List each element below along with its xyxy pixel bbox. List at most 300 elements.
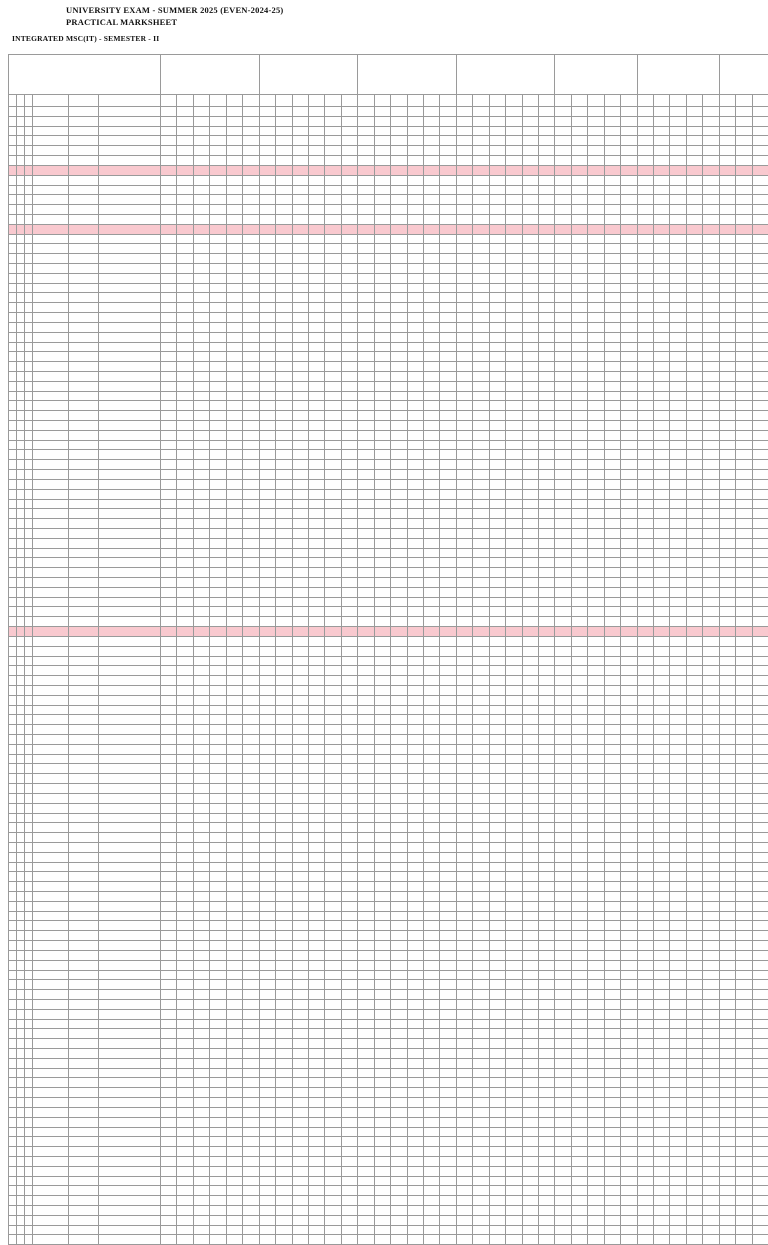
marks-cell — [210, 578, 226, 588]
marks-cell — [292, 175, 308, 185]
marks-cell — [538, 1137, 554, 1147]
marks-cell — [703, 842, 719, 852]
marks-cell — [473, 430, 489, 440]
marks-cell — [391, 205, 407, 215]
marks-cell — [325, 1049, 341, 1059]
marks-cell — [9, 538, 17, 548]
marks-cell — [654, 950, 670, 960]
marks-cell — [637, 1196, 653, 1206]
marks-cell — [276, 224, 292, 234]
marks-cell — [473, 892, 489, 902]
marks-cell — [210, 205, 226, 215]
marks-cell — [703, 607, 719, 617]
marks-cell — [538, 784, 554, 794]
marks-cell — [604, 175, 620, 185]
column-header — [243, 95, 259, 107]
marks-cell — [210, 695, 226, 705]
marks-cell — [193, 214, 209, 224]
marks-cell — [538, 941, 554, 951]
marks-cell — [25, 460, 33, 470]
marks-cell — [571, 371, 587, 381]
marks-cell — [555, 705, 571, 715]
marks-cell — [522, 234, 538, 244]
marks-cell — [391, 695, 407, 705]
marks-cell — [703, 165, 719, 175]
marks-cell — [9, 283, 17, 293]
marks-cell — [423, 1098, 439, 1108]
marks-cell — [391, 224, 407, 234]
marks-cell — [604, 499, 620, 509]
marks-cell — [654, 578, 670, 588]
marks-cell — [276, 195, 292, 205]
marks-cell — [325, 165, 341, 175]
student-row — [9, 450, 768, 460]
marks-cell — [440, 165, 456, 175]
marks-cell — [456, 1186, 472, 1196]
marks-cell — [17, 941, 25, 951]
marks-cell — [489, 175, 505, 185]
marks-cell — [292, 597, 308, 607]
marks-cell — [538, 185, 554, 195]
marks-cell — [571, 234, 587, 244]
marks-cell — [9, 823, 17, 833]
marks-cell — [703, 1166, 719, 1176]
sheet-title: PRACTICAL MARKSHEET — [66, 17, 177, 27]
marks-cell — [555, 460, 571, 470]
marks-cell — [719, 411, 735, 421]
marks-cell — [177, 185, 193, 195]
marks-cell — [243, 195, 259, 205]
marks-cell — [9, 666, 17, 676]
marks-cell — [654, 597, 670, 607]
marks-cell — [325, 175, 341, 185]
marks-cell — [719, 224, 735, 234]
marks-cell — [538, 264, 554, 274]
marks-cell — [489, 960, 505, 970]
student-row — [9, 1186, 768, 1196]
marks-cell — [654, 126, 670, 136]
marks-cell — [308, 244, 324, 254]
marks-cell — [292, 1078, 308, 1088]
marks-cell — [621, 234, 637, 244]
marks-cell — [259, 391, 275, 401]
marks-cell — [703, 803, 719, 813]
marks-cell — [325, 1009, 341, 1019]
marks-cell — [99, 421, 161, 431]
marks-cell — [686, 685, 702, 695]
marks-cell — [226, 735, 242, 745]
marks-cell — [522, 342, 538, 352]
marks-cell — [193, 1117, 209, 1127]
marks-cell — [193, 597, 209, 607]
marks-cell — [292, 842, 308, 852]
marks-cell — [210, 1058, 226, 1068]
marks-cell — [69, 391, 99, 401]
marks-cell — [407, 931, 423, 941]
marks-cell — [276, 489, 292, 499]
marks-cell — [308, 1156, 324, 1166]
marks-cell — [259, 362, 275, 372]
marks-cell — [25, 784, 33, 794]
marks-cell — [210, 1098, 226, 1108]
marks-cell — [193, 999, 209, 1009]
marks-cell — [210, 1137, 226, 1147]
marks-cell — [440, 705, 456, 715]
marks-cell — [99, 313, 161, 323]
marks-cell — [670, 715, 686, 725]
marks-cell — [571, 1176, 587, 1186]
marks-cell — [243, 283, 259, 293]
marks-cell — [555, 1156, 571, 1166]
marks-cell — [440, 381, 456, 391]
marks-cell — [571, 715, 587, 725]
marks-cell — [621, 1176, 637, 1186]
marks-cell — [17, 901, 25, 911]
marks-cell — [654, 941, 670, 951]
student-row — [9, 332, 768, 342]
marks-cell — [736, 1088, 752, 1098]
marks-cell — [292, 1058, 308, 1068]
marks-cell — [325, 578, 341, 588]
marks-cell — [407, 185, 423, 195]
marks-cell — [391, 852, 407, 862]
marks-cell — [325, 156, 341, 166]
marks-cell — [538, 362, 554, 372]
marks-cell — [259, 646, 275, 656]
marks-cell — [259, 450, 275, 460]
marks-cell — [292, 421, 308, 431]
marks-cell — [308, 587, 324, 597]
marks-cell — [423, 705, 439, 715]
marks-cell — [276, 264, 292, 274]
marks-cell — [25, 872, 33, 882]
marks-cell — [17, 921, 25, 931]
marks-cell — [703, 264, 719, 274]
marks-cell — [9, 1029, 17, 1039]
marks-cell — [522, 313, 538, 323]
student-row — [9, 470, 768, 480]
marks-cell — [670, 656, 686, 666]
marks-cell — [292, 1127, 308, 1137]
marks-cell — [555, 1088, 571, 1098]
marks-cell — [423, 862, 439, 872]
marks-cell — [588, 479, 604, 489]
marks-cell — [69, 371, 99, 381]
marks-cell — [69, 656, 99, 666]
marks-cell — [489, 578, 505, 588]
marks-cell — [161, 931, 177, 941]
marks-cell — [588, 842, 604, 852]
column-header — [210, 95, 226, 107]
marks-cell — [456, 411, 472, 421]
marks-cell — [259, 538, 275, 548]
marks-cell — [17, 676, 25, 686]
marks-cell — [325, 509, 341, 519]
marks-cell — [588, 764, 604, 774]
marks-cell — [407, 901, 423, 911]
marks-cell — [654, 980, 670, 990]
marks-cell — [193, 460, 209, 470]
marks-cell — [358, 627, 374, 637]
marks-cell — [538, 165, 554, 175]
marks-cell — [670, 999, 686, 1009]
marks-cell — [243, 293, 259, 303]
marks-cell — [736, 126, 752, 136]
marks-cell — [703, 587, 719, 597]
marks-cell — [736, 872, 752, 882]
marks-cell — [210, 872, 226, 882]
marks-cell — [588, 411, 604, 421]
marks-cell — [17, 352, 25, 362]
marks-cell — [588, 587, 604, 597]
marks-cell — [489, 872, 505, 882]
marks-cell — [99, 754, 161, 764]
marks-cell — [308, 656, 324, 666]
marks-cell — [571, 264, 587, 274]
marks-cell — [407, 205, 423, 215]
marks-cell — [703, 1068, 719, 1078]
marks-cell — [538, 391, 554, 401]
marks-cell — [341, 224, 357, 234]
marks-cell — [407, 842, 423, 852]
marks-cell — [374, 332, 390, 342]
student-row — [9, 587, 768, 597]
marks-cell — [506, 1009, 522, 1019]
marks-cell — [99, 941, 161, 951]
column-header — [193, 95, 209, 107]
marks-cell — [391, 548, 407, 558]
marks-cell — [292, 450, 308, 460]
marks-cell — [621, 597, 637, 607]
marks-cell — [637, 430, 653, 440]
marks-cell — [69, 411, 99, 421]
marks-cell — [489, 479, 505, 489]
marks-cell — [719, 911, 735, 921]
marks-cell — [308, 1039, 324, 1049]
marks-cell — [752, 921, 768, 931]
marks-cell — [637, 735, 653, 745]
marks-cell — [473, 381, 489, 391]
marks-cell — [276, 528, 292, 538]
marks-cell — [99, 1137, 161, 1147]
marks-cell — [341, 980, 357, 990]
marks-cell — [621, 617, 637, 627]
marks-cell — [456, 1137, 472, 1147]
marks-cell — [69, 931, 99, 941]
marks-cell — [555, 950, 571, 960]
marks-cell — [358, 656, 374, 666]
marks-cell — [292, 646, 308, 656]
marks-cell — [473, 332, 489, 342]
marks-cell — [456, 303, 472, 313]
marks-cell — [243, 450, 259, 460]
marks-cell — [588, 852, 604, 862]
marks-cell — [686, 568, 702, 578]
marks-cell — [210, 960, 226, 970]
marks-cell — [719, 470, 735, 480]
marks-cell — [440, 126, 456, 136]
marks-cell — [243, 823, 259, 833]
marks-cell — [604, 421, 620, 431]
marks-cell — [226, 460, 242, 470]
marks-cell — [440, 146, 456, 156]
marks-cell — [719, 1009, 735, 1019]
marks-cell — [259, 411, 275, 421]
marks-cell — [456, 342, 472, 352]
marks-cell — [161, 607, 177, 617]
marks-cell — [177, 401, 193, 411]
marks-cell — [506, 401, 522, 411]
marks-cell — [226, 293, 242, 303]
marks-cell — [161, 273, 177, 283]
marks-cell — [161, 1039, 177, 1049]
marks-cell — [177, 941, 193, 951]
marks-cell — [654, 901, 670, 911]
marks-cell — [391, 136, 407, 146]
marks-cell — [210, 254, 226, 264]
marks-cell — [736, 224, 752, 234]
marks-cell — [210, 990, 226, 1000]
marks-cell — [604, 401, 620, 411]
marks-cell — [358, 754, 374, 764]
student-info-header — [9, 55, 161, 95]
marks-cell — [571, 607, 587, 617]
marks-cell — [522, 656, 538, 666]
marks-cell — [489, 234, 505, 244]
marks-cell — [358, 244, 374, 254]
marks-cell — [440, 264, 456, 274]
marks-cell — [621, 1127, 637, 1137]
marks-cell — [736, 1176, 752, 1186]
marks-cell — [473, 803, 489, 813]
marks-cell — [621, 1156, 637, 1166]
marks-cell — [259, 313, 275, 323]
marks-cell — [670, 597, 686, 607]
marks-cell — [292, 1049, 308, 1059]
marks-cell — [210, 126, 226, 136]
marks-cell — [489, 165, 505, 175]
marks-cell — [588, 676, 604, 686]
marks-cell — [161, 126, 177, 136]
marks-cell — [670, 538, 686, 548]
marks-cell — [33, 1058, 69, 1068]
marks-cell — [571, 1137, 587, 1147]
marks-cell — [686, 116, 702, 126]
marks-cell — [686, 205, 702, 215]
marks-cell — [473, 1147, 489, 1157]
marks-cell — [440, 744, 456, 754]
marks-cell — [193, 146, 209, 156]
marks-cell — [686, 725, 702, 735]
marks-cell — [161, 882, 177, 892]
marks-cell — [654, 921, 670, 931]
marks-cell — [654, 234, 670, 244]
marks-cell — [177, 430, 193, 440]
marks-cell — [571, 735, 587, 745]
marks-cell — [374, 1147, 390, 1157]
marks-cell — [226, 872, 242, 882]
marks-cell — [99, 519, 161, 529]
marks-cell — [440, 607, 456, 617]
marks-cell — [538, 499, 554, 509]
marks-cell — [177, 254, 193, 264]
marks-cell — [604, 813, 620, 823]
marks-cell — [259, 1058, 275, 1068]
marks-cell — [473, 116, 489, 126]
marks-cell — [703, 273, 719, 283]
marks-cell — [193, 489, 209, 499]
marks-cell — [259, 421, 275, 431]
marks-cell — [243, 1049, 259, 1059]
marks-cell — [69, 1039, 99, 1049]
marks-cell — [538, 1049, 554, 1059]
marks-cell — [193, 195, 209, 205]
marks-cell — [259, 489, 275, 499]
marks-cell — [99, 774, 161, 784]
marks-cell — [177, 921, 193, 931]
marks-cell — [473, 970, 489, 980]
marks-cell — [423, 970, 439, 980]
student-row — [9, 509, 768, 519]
marks-cell — [686, 833, 702, 843]
marks-cell — [456, 1117, 472, 1127]
marks-cell — [473, 156, 489, 166]
marks-cell — [161, 528, 177, 538]
marks-cell — [17, 911, 25, 921]
marks-cell — [177, 803, 193, 813]
marks-cell — [391, 842, 407, 852]
marks-cell — [69, 1117, 99, 1127]
marks-cell — [25, 479, 33, 489]
marks-cell — [17, 205, 25, 215]
marks-cell — [226, 1127, 242, 1137]
marks-cell — [25, 852, 33, 862]
marks-cell — [9, 175, 17, 185]
marks-cell — [538, 960, 554, 970]
marks-cell — [33, 352, 69, 362]
marks-cell — [226, 705, 242, 715]
marks-cell — [33, 283, 69, 293]
marks-cell — [506, 430, 522, 440]
marks-cell — [571, 990, 587, 1000]
marks-cell — [243, 1127, 259, 1137]
marks-cell — [391, 980, 407, 990]
marks-cell — [374, 146, 390, 156]
marks-cell — [473, 1068, 489, 1078]
marks-cell — [752, 175, 768, 185]
marks-cell — [456, 205, 472, 215]
marks-cell — [555, 1058, 571, 1068]
marks-cell — [69, 401, 99, 411]
marks-cell — [9, 1196, 17, 1206]
marks-cell — [506, 833, 522, 843]
marks-cell — [654, 509, 670, 519]
marks-cell — [9, 921, 17, 931]
marks-cell — [292, 214, 308, 224]
marks-cell — [571, 901, 587, 911]
marks-cell — [69, 568, 99, 578]
marks-cell — [276, 754, 292, 764]
marks-cell — [33, 784, 69, 794]
marks-cell — [670, 116, 686, 126]
marks-cell — [522, 725, 538, 735]
marks-cell — [33, 911, 69, 921]
marks-cell — [193, 1049, 209, 1059]
marks-cell — [243, 784, 259, 794]
marks-cell — [177, 264, 193, 274]
marks-cell — [341, 754, 357, 764]
marks-cell — [604, 293, 620, 303]
